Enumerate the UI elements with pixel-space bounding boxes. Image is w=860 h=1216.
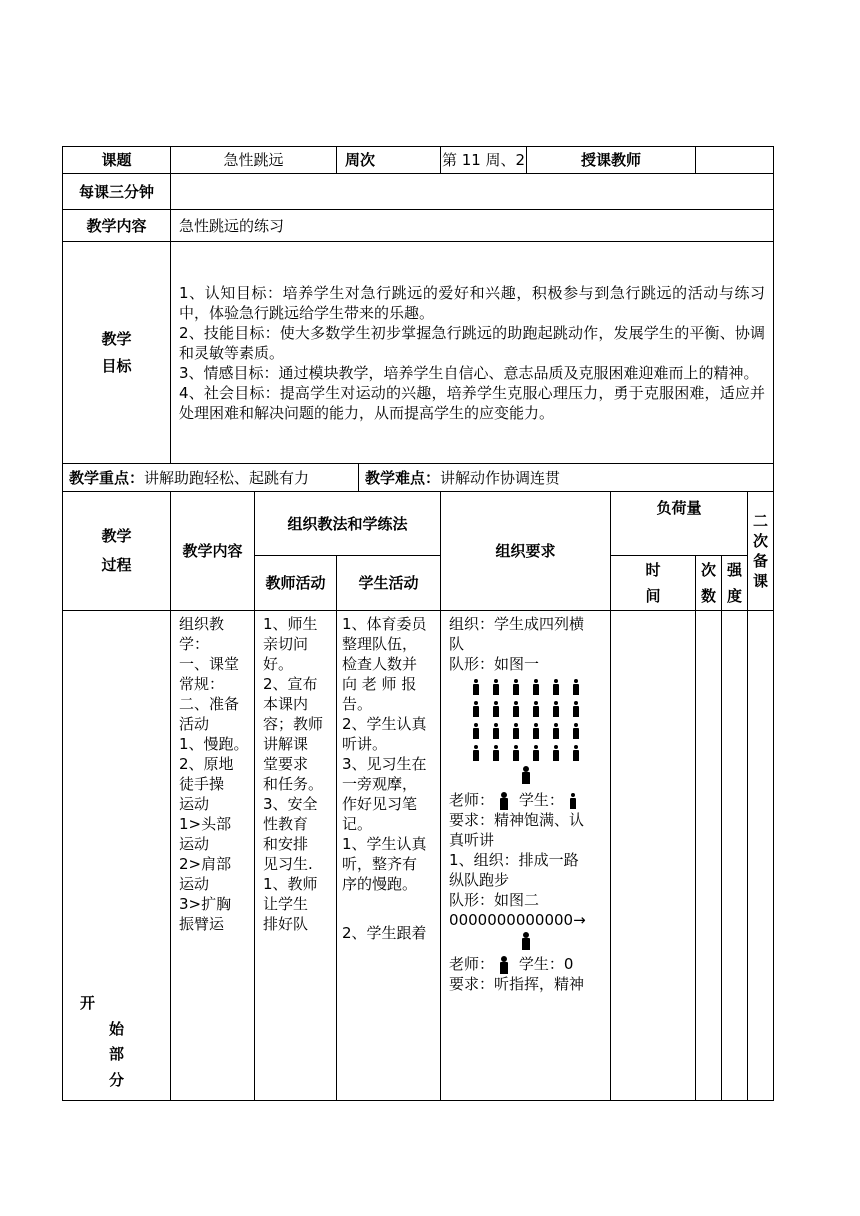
text-line: 听，整齐有	[342, 855, 418, 873]
student-figure-icon	[493, 745, 499, 761]
week-value: 第 11 周、2	[441, 147, 527, 174]
student-figure-icon	[533, 701, 539, 717]
focus-cell	[63, 464, 359, 492]
text-line: 序的慢跑。	[342, 875, 418, 893]
student-figure-icon	[493, 679, 499, 695]
text-line: 容；教师	[263, 715, 324, 733]
text-line: 组织：学生成四列横	[449, 615, 585, 633]
text-line: 1、学生认真	[342, 835, 427, 853]
focus-value: 讲解助跑轻松、起跳有力	[144, 468, 310, 487]
student-figure-icon	[533, 745, 539, 761]
student-figure-icon	[473, 679, 479, 695]
teacher-activity-header: 教师活动	[255, 556, 337, 611]
text-line	[449, 764, 603, 786]
second-prep-cell	[748, 611, 774, 1101]
text-line: 好。	[263, 655, 294, 673]
student-figure-icon	[533, 679, 539, 695]
text-line: 活动	[179, 715, 210, 733]
text-line	[449, 720, 603, 742]
student-figure-icon	[473, 745, 479, 761]
content-cell	[171, 611, 255, 1101]
three-minutes-value	[171, 174, 774, 210]
text-line: 队形：如图一	[449, 655, 540, 673]
content-label: 教学内容	[63, 210, 171, 242]
teacher-figure-icon	[500, 792, 508, 810]
text-line: 讲解课	[263, 735, 309, 753]
student-figure-icon	[573, 745, 579, 761]
teacher-label: 授课教师	[527, 147, 696, 174]
text-line: 一、课堂	[179, 655, 240, 673]
formation-figure	[449, 674, 603, 790]
text-line: 听讲。	[342, 735, 388, 753]
objective-item: 1、认知目标：培养学生对急行跳远的爱好和兴趣，积极参与到急行跳远的活动与练习中，体验急行跳远给学生带来的乐趣。	[179, 283, 766, 322]
text-line: 向 老 师 报	[342, 675, 417, 693]
student-activity-cell	[337, 611, 441, 1101]
text-line: 亲切问	[263, 635, 309, 653]
teacher-figure-icon	[522, 766, 530, 784]
time-header: 时 间	[611, 556, 696, 611]
student-figure-icon	[553, 745, 559, 761]
text-line: 和安排	[263, 835, 309, 853]
text-line: 排好队	[263, 915, 309, 933]
text-line: 3、安全	[263, 795, 318, 813]
text-line: 运动	[179, 875, 210, 893]
text-line: 整理队伍，	[342, 635, 418, 653]
three-minutes-row	[63, 174, 774, 210]
text-line: 振臂运	[179, 915, 225, 933]
intensity-cell	[722, 611, 748, 1101]
load-column-header: 负荷量	[611, 492, 748, 556]
text-line: 运动	[179, 795, 210, 813]
text-line: 堂要求	[263, 755, 309, 773]
text-line	[342, 894, 433, 923]
objectives-label: 教学 目标	[63, 242, 171, 464]
text-line: 本课内	[263, 695, 309, 713]
text-line: 2、学生认真	[342, 715, 427, 733]
difficulty-label: 教学难点：	[365, 468, 441, 487]
text-line: 队形：如图二	[449, 891, 540, 909]
text-line: 真听讲	[449, 831, 495, 849]
text-line: 1>头部	[179, 815, 232, 833]
key-points-row	[63, 464, 774, 492]
student-figure-icon	[553, 723, 559, 739]
text-line: 组织教	[179, 615, 225, 633]
requirements-column-header: 组织要求	[441, 492, 611, 611]
content-column-header: 教学内容	[171, 492, 255, 611]
text-line: 徒手操	[179, 775, 225, 793]
second-prep-column-header: 二次备课	[748, 492, 774, 611]
text-line: 1、慢跑。	[179, 735, 249, 753]
student-figure-icon	[553, 679, 559, 695]
text-line: 1、教师	[263, 875, 318, 893]
methods-column-header: 组织教法和学练法	[255, 492, 441, 556]
text-line: 3、见习生在	[342, 755, 427, 773]
count-cell	[696, 611, 722, 1101]
student-figure-icon	[573, 723, 579, 739]
lesson-plan-table	[62, 146, 774, 1101]
text-line: 检查人数并	[342, 655, 418, 673]
text-line: 和任务。	[263, 775, 324, 793]
student-figure-icon	[493, 701, 499, 717]
text-line: 2、宣布	[263, 675, 318, 693]
objectives-row	[63, 242, 774, 464]
count-header: 次 数	[696, 556, 722, 611]
teacher-activity-cell	[255, 611, 337, 1101]
text-line: 1、组织：排成一路	[449, 851, 579, 869]
objective-item: 4、社会目标：提高学生对运动的兴趣，培养学生克服心理压力，勇于克服困难，适应并处理困难和解决问题的能力，从而提高学生的应变能力。	[179, 383, 766, 422]
text-line: 二、准备	[179, 695, 240, 713]
student-activity-header: 学生活动	[337, 556, 441, 611]
teacher-figure-icon	[522, 932, 530, 950]
text-line: 记。	[342, 815, 373, 833]
text-line: 学：	[179, 635, 210, 653]
requirements-cell	[441, 611, 611, 1101]
intensity-header: 强 度	[722, 556, 748, 611]
objectives-list	[171, 242, 774, 464]
student-figure-icon	[513, 701, 519, 717]
text-line: 让学生	[263, 895, 309, 913]
text-line: 3>扩胸	[179, 895, 232, 913]
text-line: 告。	[342, 695, 373, 713]
objective-item: 3、情感目标：通过模块教学，培养学生自信心、意志品质及克服困难迎难而上的精神。	[179, 363, 759, 382]
phase-label: 开 始 部 分	[63, 611, 171, 1101]
text-line: 1、师生	[263, 615, 318, 633]
text-line: 纵队跑步	[449, 871, 510, 889]
text-line: 要求：听指挥，精神	[449, 975, 585, 993]
student-figure-icon	[573, 679, 579, 695]
teacher-figure-icon	[500, 956, 508, 974]
time-cell	[611, 611, 696, 1101]
text-line: 1、体育委员	[342, 615, 427, 633]
text-line	[449, 742, 603, 764]
focus-label: 教学重点：	[69, 468, 145, 487]
content-row	[63, 210, 774, 242]
week-label: 周次	[337, 147, 441, 174]
text-line: 常规：	[179, 675, 225, 693]
text-line: 2>肩部	[179, 855, 232, 873]
difficulty-value: 讲解动作协调连贯	[440, 468, 561, 487]
text-line: 0000000000000→	[449, 911, 586, 929]
text-line	[449, 930, 603, 954]
student-figure-icon	[513, 679, 519, 695]
student-figure-icon	[573, 701, 579, 717]
text-line: 2、学生跟着	[342, 924, 427, 943]
student-figure-icon	[473, 701, 479, 717]
student-figure-icon	[513, 723, 519, 739]
text-line: 老师： 学生：	[449, 790, 603, 810]
text-line: 一旁观摩，	[342, 775, 418, 793]
student-figure-icon	[493, 723, 499, 739]
text-line: 作好见习笔	[342, 795, 418, 813]
student-figure-icon	[473, 723, 479, 739]
text-line: 要求：精神饱满、认	[449, 811, 585, 829]
topic-label: 课题	[63, 147, 171, 174]
text-line	[449, 676, 603, 698]
difficulty-cell	[359, 464, 774, 492]
objective-item: 2、技能目标：使大多数学生初步掌握急行跳远的助跑起跳动作，发展学生的平衡、协调和灵敏等素质。	[179, 323, 766, 362]
text-line: 老师： 学生：0	[449, 955, 574, 973]
header-row	[63, 147, 774, 174]
student-figure-icon	[570, 793, 576, 809]
content-value: 急性跳远的练习	[171, 210, 774, 242]
text-line: 2、原地	[179, 755, 234, 773]
student-figure-icon	[553, 701, 559, 717]
text-line: 队	[449, 635, 465, 653]
process-label: 教学 过程	[63, 492, 171, 611]
text-line	[449, 698, 603, 720]
topic-value: 急性跳远	[171, 147, 337, 174]
teacher-value	[696, 147, 774, 174]
text-line: 运动	[179, 835, 210, 853]
student-figure-icon	[533, 723, 539, 739]
three-minutes-label: 每课三分钟	[63, 174, 171, 210]
text-line: 见习生.	[263, 855, 313, 873]
process-header-row	[63, 492, 774, 556]
text-line: 性教育	[263, 815, 309, 833]
student-figure-icon	[513, 745, 519, 761]
opening-phase-row	[63, 611, 774, 1101]
